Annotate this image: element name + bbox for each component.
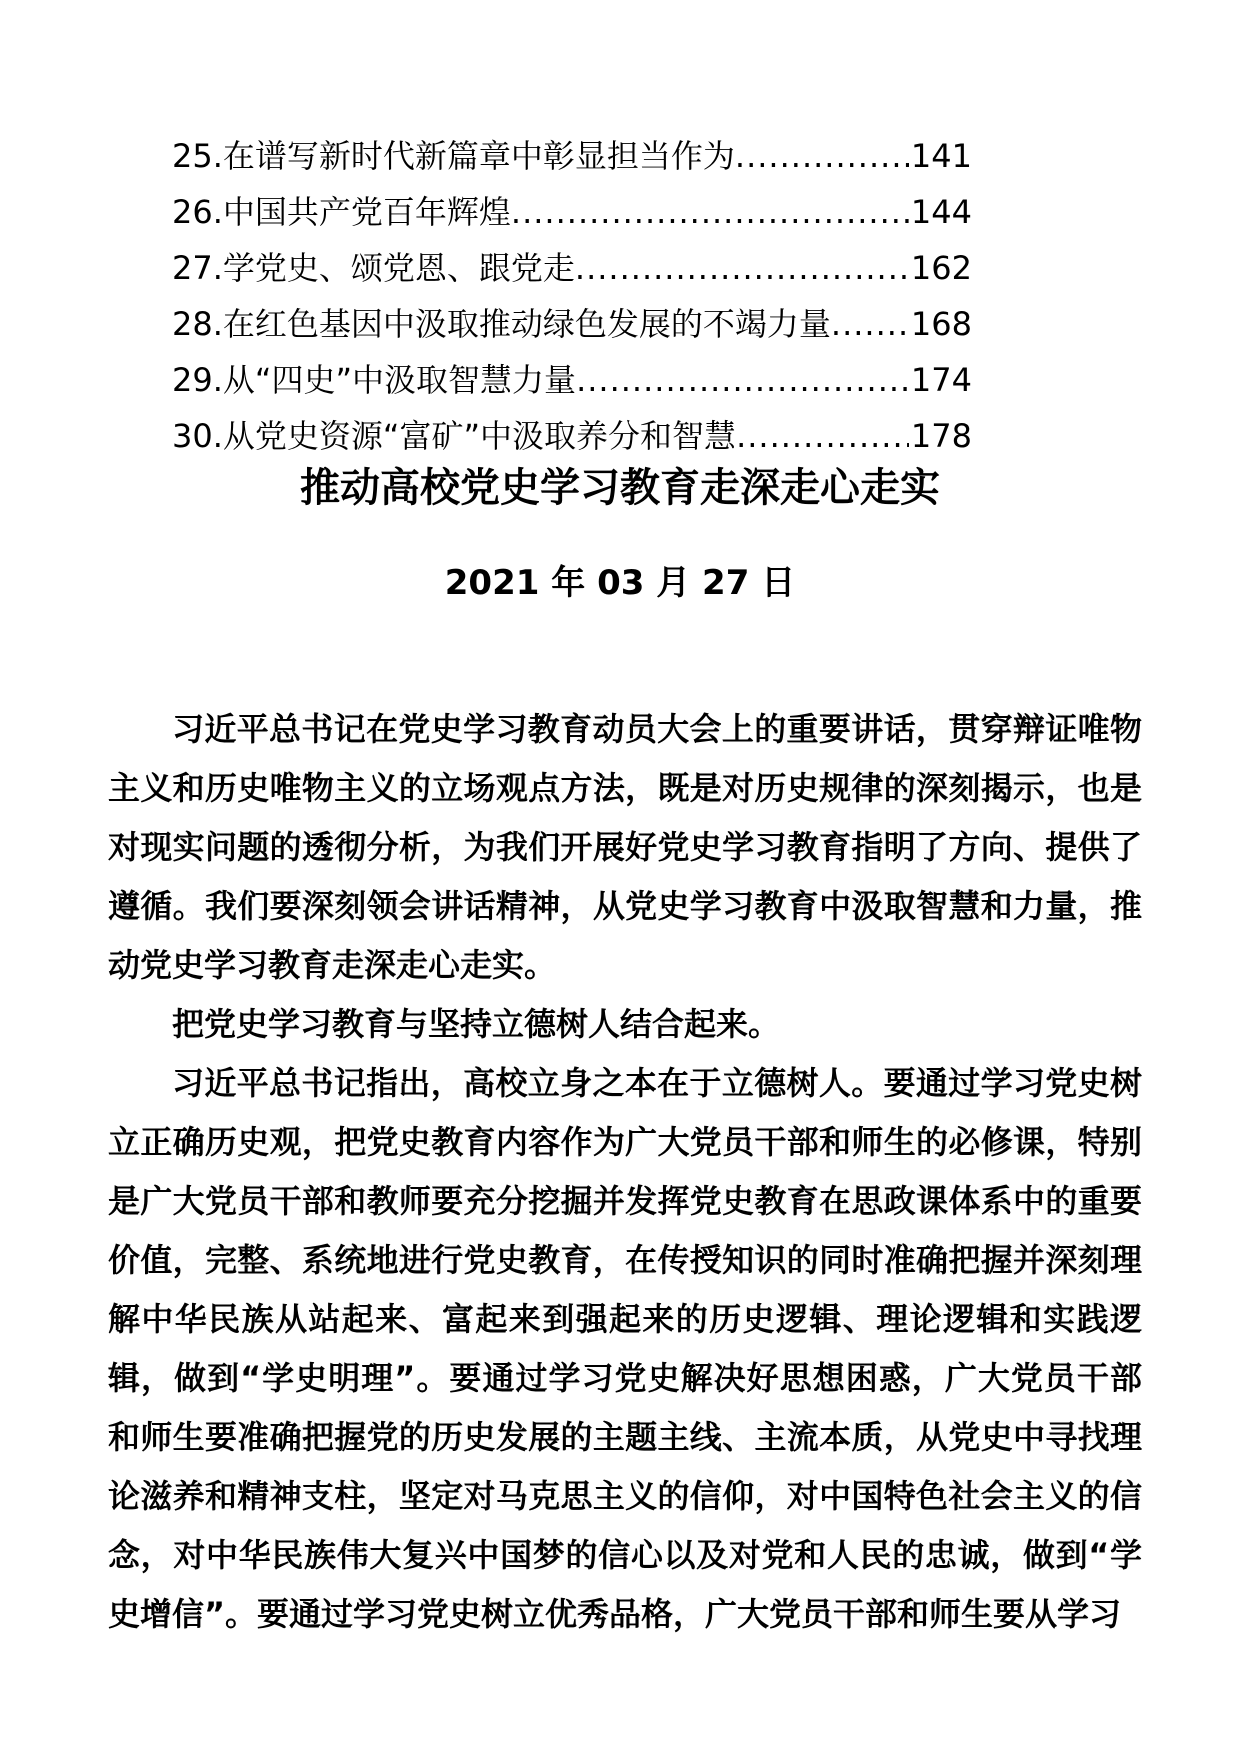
toc-dot-leader: [736, 408, 909, 464]
body-paragraph: 习近平总书记在党史学习教育动员大会上的重要讲话，贯穿辩证唯物主义和历史唯物主义的立场观点方法，既是对历史规律的深刻揭示，也是对现实问题的透彻分析，为我们开展好党史学习教育指明了方向、提供了遵循。我们要深刻领会讲话精神，从党史学习教育中汲取智慧和力量，推动党史学习教育走深走心走实。: [108, 710, 1142, 984]
toc-entry-number: 27.: [172, 249, 223, 287]
article-body: [108, 700, 1142, 1644]
toc-entry[interactable]: [172, 184, 972, 240]
toc-entry-title: 中国共产党百年辉煌: [222, 193, 511, 231]
toc-entry[interactable]: [172, 408, 972, 464]
toc-entry-page: 174: [910, 361, 972, 399]
section-heading: 把党史学习教育与坚持立德树人结合起来。: [172, 1005, 781, 1043]
toc-dot-leader: [831, 296, 909, 352]
toc-entry[interactable]: [172, 240, 972, 296]
article-title: 推动高校党史学习教育走深走心走实: [300, 465, 940, 511]
article-date: 2021 年 03 月 27 日: [444, 563, 796, 603]
toc-entry-title: 在谱写新时代新篇章中彰显担当作为: [222, 137, 735, 175]
table-of-contents: [172, 128, 972, 464]
toc-entry[interactable]: [172, 128, 972, 184]
toc-entry-title: 从“四史”中汲取智慧力量: [222, 361, 577, 399]
toc-dot-leader: [575, 240, 909, 296]
toc-entry-title: 从党史资源“富矿”中汲取养分和智慧: [222, 417, 737, 455]
toc-entry-page: 162: [910, 249, 972, 287]
toc-dot-leader: [576, 352, 909, 408]
toc-entry-title: 学党史、颂党恩、跟党走: [222, 249, 575, 287]
toc-entry-number: 26.: [172, 193, 223, 231]
toc-dot-leader: [735, 128, 909, 184]
toc-entry-page: 144: [910, 193, 972, 231]
toc-entry-page: 178: [910, 417, 972, 455]
toc-dot-leader: [511, 184, 909, 240]
toc-entry[interactable]: [172, 296, 972, 352]
toc-entry-number: 28.: [172, 305, 223, 343]
toc-entry-number: 25.: [172, 137, 223, 175]
toc-entry-number: 29.: [172, 361, 223, 399]
toc-entry-title: 在红色基因中汲取推动绿色发展的不竭力量: [222, 305, 831, 343]
toc-entry-number: 30.: [172, 417, 223, 455]
toc-entry[interactable]: [172, 352, 972, 408]
toc-entry-page: 141: [910, 137, 972, 175]
toc-entry-page: 168: [910, 305, 972, 343]
body-paragraph: 习近平总书记指出，高校立身之本在于立德树人。要通过学习党史树立正确历史观，把党史教育内容作为广大党员干部和师生的必修课，特别是广大党员干部和教师要充分挖掘并发挥党史教育在思政课体系中的重要价值，完整、系统地进行党史教育，在传授知识的同时准确把握并深刻理解中华民族从站起来、富起来到强起来的历史逻辑、理论逻辑和实践逻辑，做到“学史明理”。要通过学习党史解决好思想困惑，广大党员干部和师生要准确把握党的历史发展的主题主线、主流本质，从党史中寻找理论滋养和精神支柱，坚定对马克思主义的信仰，对中国特色社会主义的信念，对中华民族伟大复兴中国梦的信心以及对党和人民的忠诚，做到“学史增信”。要通过学习党史树立优秀品格，广大党员干部和师生要从学习: [108, 1064, 1142, 1633]
